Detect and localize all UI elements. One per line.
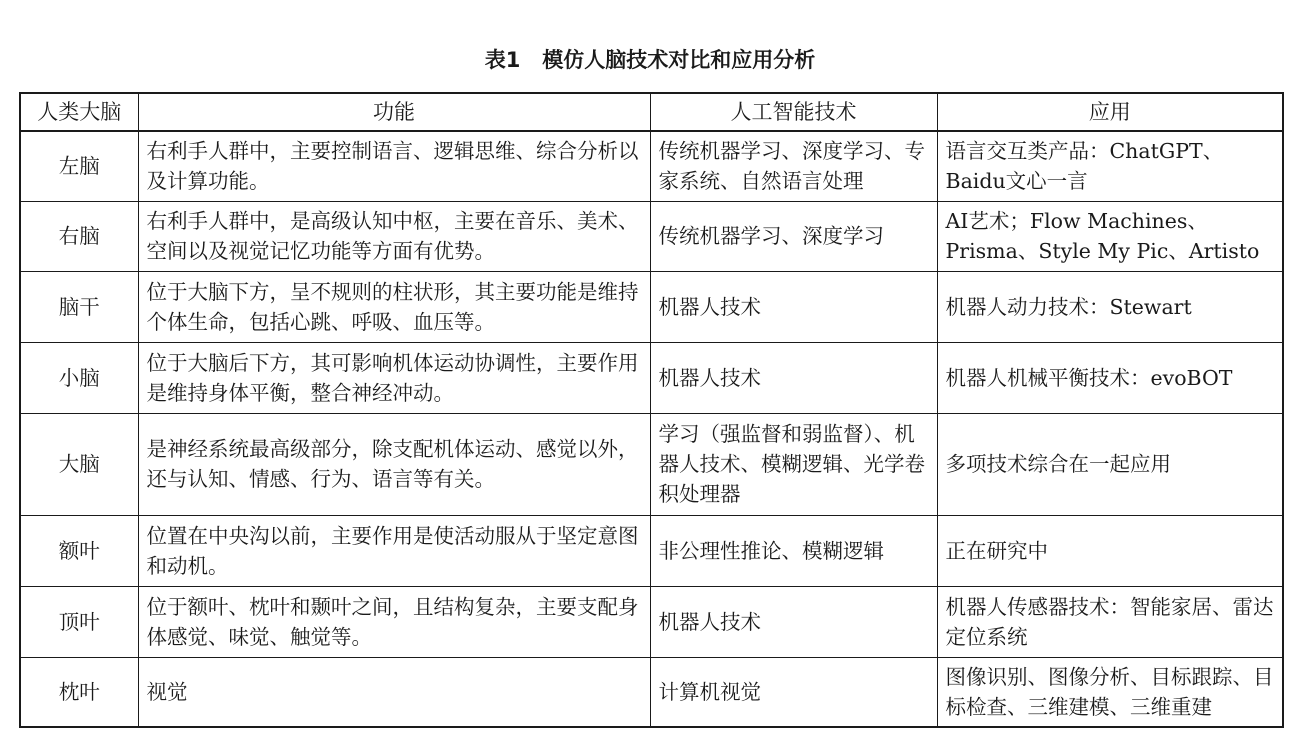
brain-region-cell: 额叶: [20, 515, 138, 586]
table-title: 模仿人脑技术对比和应用分析: [542, 48, 816, 72]
function-cell: 位于大脑下方，呈不规则的柱状形，其主要功能是维持个体生命，包括心跳、呼吸、血压等。: [138, 271, 650, 342]
header-human-brain: 人类大脑: [20, 93, 138, 131]
ai-technology-cell: 机器人技术: [650, 271, 937, 342]
header-ai-technology: 人工智能技术: [650, 93, 937, 131]
table-row: [20, 131, 1283, 201]
application-cell: 机器人动力技术：Stewart: [937, 271, 1283, 342]
table-number: 表1: [484, 48, 521, 72]
function-cell: 是神经系统最高级部分，除支配机体运动、感觉以外，还与认知、情感、行为、语言等有关。: [138, 413, 650, 515]
application-cell: 机器人传感器技术：智能家居、雷达定位系统: [937, 586, 1283, 657]
brain-region-cell: 左脑: [20, 131, 138, 201]
function-cell: 视觉: [138, 657, 650, 727]
table-row: [20, 515, 1283, 586]
function-cell: 右利手人群中，是高级认知中枢，主要在音乐、美术、空间以及视觉记忆功能等方面有优势。: [138, 201, 650, 271]
application-cell: 正在研究中: [937, 515, 1283, 586]
table-row: [20, 413, 1283, 515]
function-cell: 位于额叶、枕叶和颞叶之间，且结构复杂，主要支配身体感觉、味觉、触觉等。: [138, 586, 650, 657]
ai-technology-cell: 机器人技术: [650, 342, 937, 413]
ai-technology-cell: 计算机视觉: [650, 657, 937, 727]
table-row: [20, 342, 1283, 413]
table-row: [20, 586, 1283, 657]
ai-technology-cell: 非公理性推论、模糊逻辑: [650, 515, 937, 586]
table-row: [20, 271, 1283, 342]
brain-region-cell: 右脑: [20, 201, 138, 271]
ai-technology-cell: 传统机器学习、深度学习、专家系统、自然语言处理: [650, 131, 937, 201]
table-row: [20, 201, 1283, 271]
brain-region-cell: 顶叶: [20, 586, 138, 657]
brain-region-cell: 枕叶: [20, 657, 138, 727]
ai-technology-cell: 传统机器学习、深度学习: [650, 201, 937, 271]
comparison-table: [19, 92, 1284, 728]
application-cell: 语言交互类产品：ChatGPT、Baidu文心一言: [937, 131, 1283, 201]
table-header-row: [20, 93, 1283, 131]
brain-region-cell: 小脑: [20, 342, 138, 413]
application-cell: AI艺术；Flow Machines、Prisma、Style My Pic、Artisto: [937, 201, 1283, 271]
ai-technology-cell: 学习（强监督和弱监督）、机器人技术、模糊逻辑、光学卷积处理器: [650, 413, 937, 515]
application-cell: 多项技术综合在一起应用: [937, 413, 1283, 515]
brain-region-cell: 脑干: [20, 271, 138, 342]
application-cell: 图像识别、图像分析、目标跟踪、目标检查、三维建模、三维重建: [937, 657, 1283, 727]
function-cell: 右利手人群中，主要控制语言、逻辑思维、综合分析以及计算功能。: [138, 131, 650, 201]
application-cell: 机器人机械平衡技术：evoBOT: [937, 342, 1283, 413]
header-application: 应用: [937, 93, 1283, 131]
brain-region-cell: 大脑: [20, 413, 138, 515]
table-caption: [0, 44, 1300, 76]
function-cell: 位置在中央沟以前，主要作用是使活动服从于坚定意图和动机。: [138, 515, 650, 586]
table-row: [20, 657, 1283, 727]
header-function: 功能: [138, 93, 650, 131]
ai-technology-cell: 机器人技术: [650, 586, 937, 657]
function-cell: 位于大脑后下方，其可影响机体运动协调性，主要作用是维持身体平衡，整合神经冲动。: [138, 342, 650, 413]
